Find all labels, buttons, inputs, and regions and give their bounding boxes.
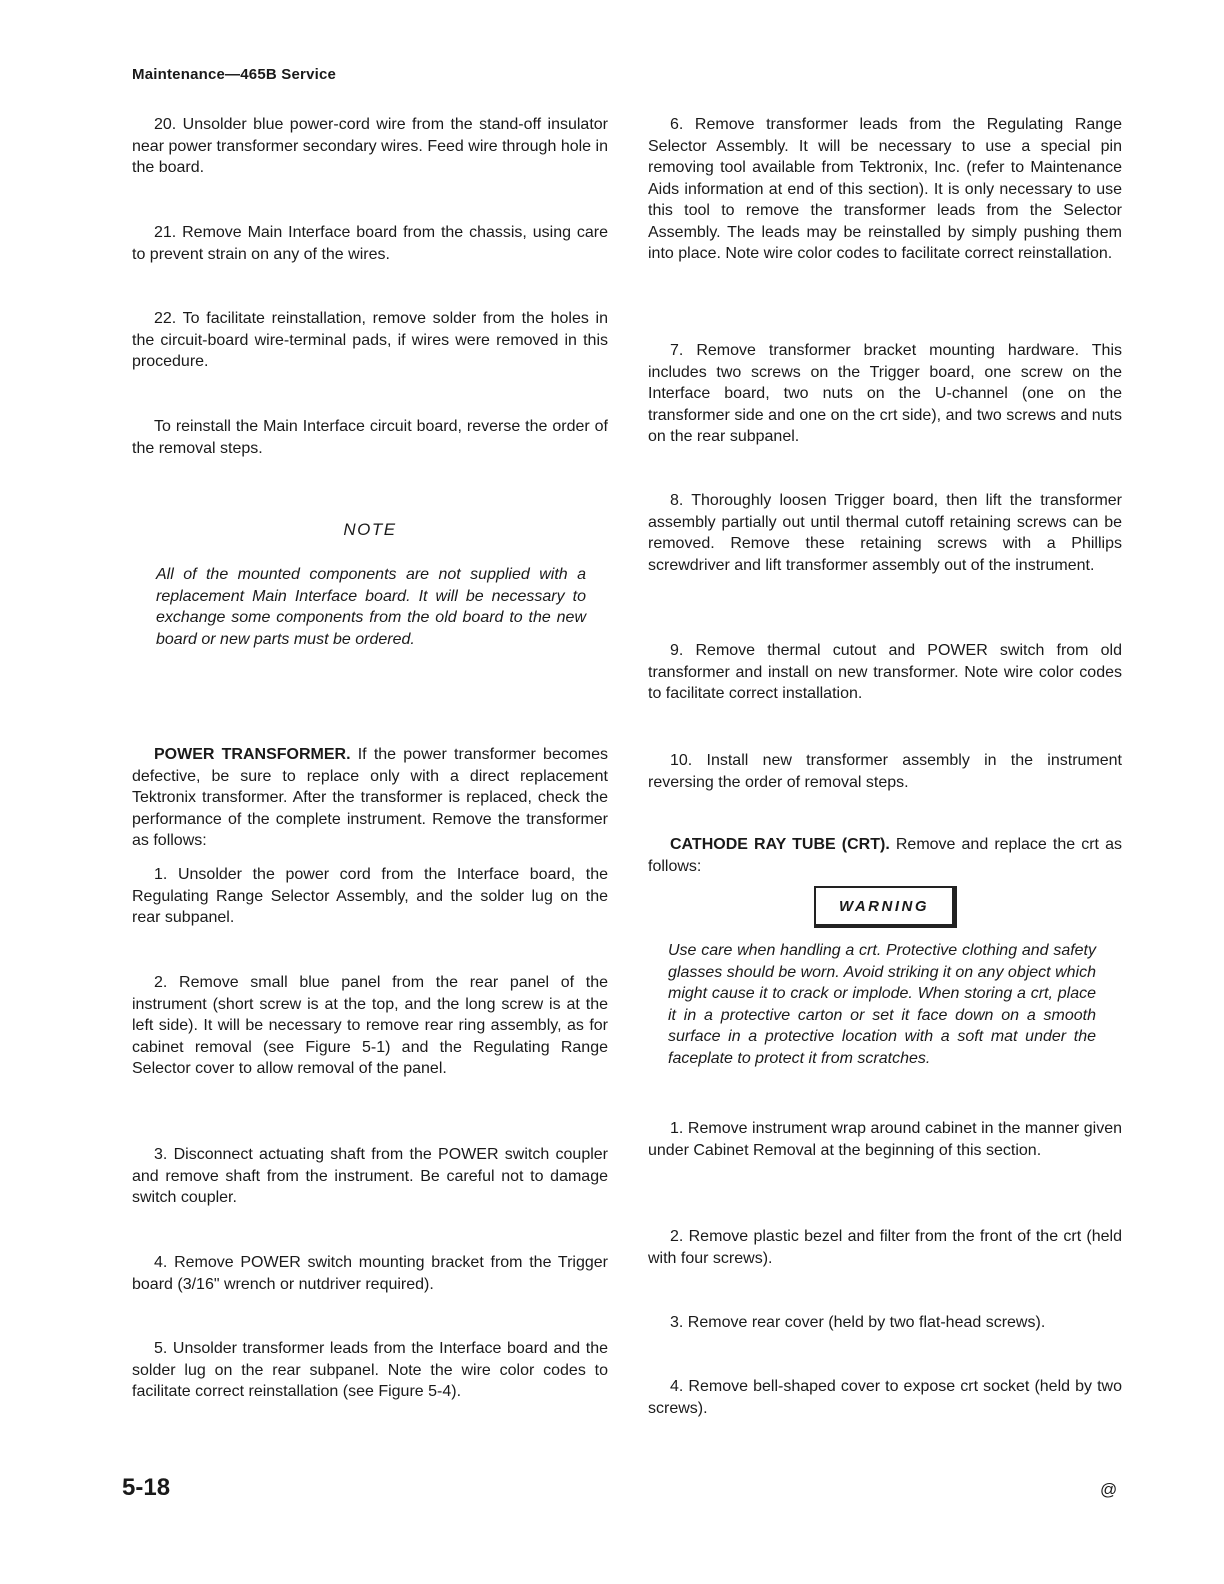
crt-step-4: 4. Remove bell-shaped cover to expose crt socket (held by two screws). <box>648 1378 1122 1417</box>
step-6: 6. Remove transformer leads from the Regulating Range Selector Assembly. It will be necessary to use a special pin removing tool available from Tektronix, Inc. (refer to Maintenance Aids information at end of this section). It is only necessary to use this tool to remove the transformer leads from the Selector Assembly. The leads may be reinstalled by simply pushing them into place. Note wire color codes to facilitate correct reinstallation. <box>648 116 1122 262</box>
step-4: 4. Remove POWER switch mounting bracket from the Trigger board (3/16" wrench or nutdriver required). <box>132 1254 608 1293</box>
page-header: Maintenance—465B Service <box>132 66 337 83</box>
step-1: 1. Unsolder the power cord from the Interface board, the Regulating Range Selector Assembly, and the solder lug on the rear subpanel. <box>132 866 608 926</box>
publisher-mark: @ <box>1100 1480 1118 1499</box>
page-number: 5-18 <box>122 1474 171 1501</box>
step-2: 2. Remove small blue panel from the rear panel of the instrument (short screw is at the top, and the long screw is at the left side). It will be necessary to remove rear ring assembly, as for cabinet removal (see Figure 5-1) and the Regulating Range Selector cover to allow removal of the panel. <box>132 974 608 1077</box>
step-22: 22. To facilitate reinstallation, remove solder from the holes in the circuit-board wire-terminal pads, if wires were removed in this procedure. <box>132 310 608 370</box>
power-transformer-section: POWER TRANSFORMER. If the power transformer becomes defective, be sure to replace only with a direct replacement Tektronix transformer. After the transformer is replaced, check the performance of the complete instrument. Remove the transformer as follows: <box>132 746 608 849</box>
step-9: 9. Remove thermal cutout and POWER switch from old transformer and install on new transformer. Note wire color codes to facilitate correct installation. <box>648 642 1122 702</box>
warning-label: WARNING <box>814 886 957 928</box>
step-8: 8. Thoroughly loosen Trigger board, then lift the transformer assembly partially out until thermal cutoff retaining screws can be removed. Remove these retaining screws with a Phillips screwdriver and lift transformer assembly out of the instrument. <box>648 492 1122 574</box>
reinstall-paragraph: To reinstall the Main Interface circuit board, reverse the order of the removal steps. <box>132 418 608 457</box>
warning-body: Use care when handling a crt. Protective clothing and safety glasses should be worn. Avoid striking it on any object which might cause it to crack or implode. When storing a crt, place it in a protective carton or set it face down on a smooth surface in a protective location with a soft mat under the faceplate to protect it from scratches. <box>668 942 1096 1067</box>
step-10: 10. Install new transformer assembly in the instrument reversing the order of removal steps. <box>648 752 1122 791</box>
crt-heading: CATHODE RAY TUBE (CRT). <box>670 836 890 853</box>
step-21: 21. Remove Main Interface board from the chassis, using care to prevent strain on any of the wires. <box>132 224 608 263</box>
crt-section: CATHODE RAY TUBE (CRT). Remove and replace the crt as follows: <box>648 836 1122 875</box>
crt-step-2: 2. Remove plastic bezel and filter from the front of the crt (held with four screws). <box>648 1228 1122 1267</box>
step-5: 5. Unsolder transformer leads from the Interface board and the solder lug on the rear subpanel. Note the wire color codes to facilitate correct reinstallation (see Figure 5-4). <box>132 1340 608 1400</box>
step-7: 7. Remove transformer bracket mounting hardware. This includes two screws on the Trigger board, one screw on the Interface board, two nuts on the U-channel (one on the transformer side and one on the crt side), and two screws and nuts on the rear subpanel. <box>648 342 1122 445</box>
power-transformer-heading: POWER TRANSFORMER. <box>154 746 351 763</box>
step-20: 20. Unsolder blue power-cord wire from the stand-off insulator near power transformer secondary wires. Feed wire through hole in the board. <box>132 116 608 176</box>
note-body: All of the mounted components are not supplied with a replacement Main Interface board. It will be necessary to exchange some components from the old board to the new board or new parts must be ordered. <box>156 566 586 648</box>
step-3: 3. Disconnect actuating shaft from the POWER switch coupler and remove shaft from the instrument. Be careful not to damage switch coupler. <box>132 1146 608 1206</box>
crt-step-1: 1. Remove instrument wrap around cabinet in the manner given under Cabinet Removal at the beginning of this section. <box>648 1120 1122 1159</box>
note-title: NOTE <box>343 520 397 539</box>
crt-step-3: 3. Remove rear cover (held by two flat-head screws). <box>670 1314 1046 1331</box>
